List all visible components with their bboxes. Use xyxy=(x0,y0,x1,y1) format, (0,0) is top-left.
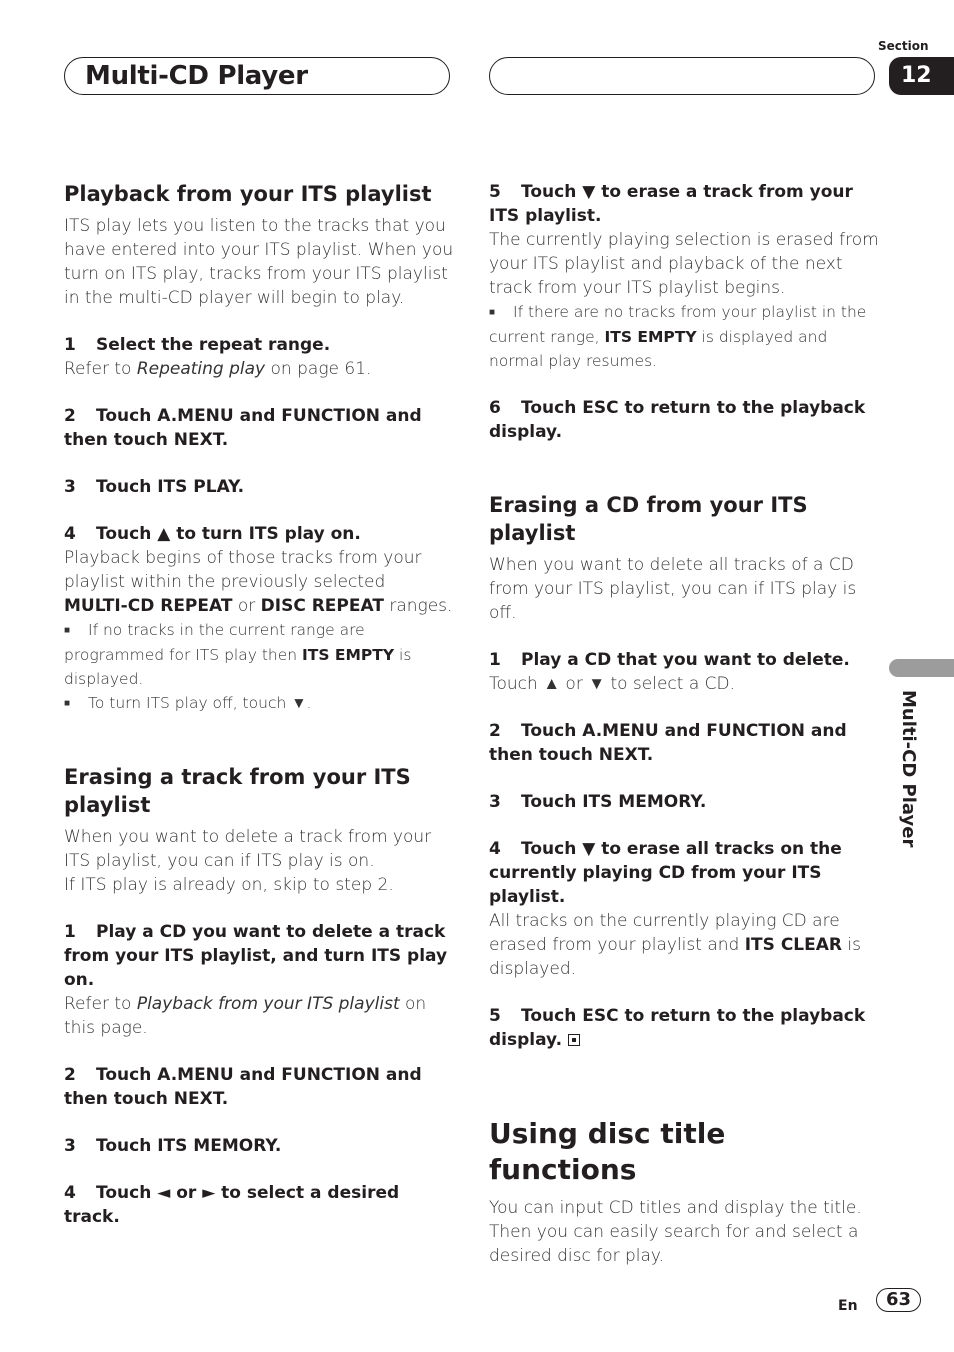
erase-step-1: 1 Play a CD you want to delete a track from your ITS playlist, and turn ITS play on. xyxy=(64,922,448,990)
heading-playback-its: Playback from your ITS playlist xyxy=(64,182,432,206)
cd-step-1: 1 Play a CD that you want to delete. xyxy=(489,650,850,670)
section-label: Section xyxy=(878,39,929,53)
step-2: 2 Touch A.MENU and FUNCTION and then touch NEXT. xyxy=(64,406,422,450)
square-bullet-icon: ■ xyxy=(64,625,71,636)
footer-language: En xyxy=(838,1298,858,1314)
cd-step-4: 4 Touch ▼ to erase all tracks on the currently playing CD from your ITS playlist. xyxy=(489,839,842,907)
step-1: 1 Select the repeat range. xyxy=(64,335,331,355)
heading-erase-cd: Erasing a CD from your ITS playlist xyxy=(489,493,808,545)
note-its-empty: ■ If no tracks in the current range are programmed for ITS play then ITS EMPTY is displayed. xyxy=(64,621,412,688)
heading-erase-track: Erasing a track from your ITS playlist xyxy=(64,765,411,817)
step-1-ref: Refer to Repeating play on page 61. xyxy=(64,359,372,379)
disc-title-intro: You can input CD titles and display the title. Then you can easily search for and select a desired disc for play. xyxy=(489,1198,862,1266)
cd-step-5: 5 Touch ESC to return to the playback display. xyxy=(489,1006,866,1050)
erase-step-2: 2 Touch A.MENU and FUNCTION and then touch NEXT. xyxy=(64,1065,422,1109)
cd-step-2: 2 Touch A.MENU and FUNCTION and then touch NEXT. xyxy=(489,721,847,765)
step-4: 4 Touch ▲ to turn ITS play on. xyxy=(64,524,361,544)
note-its-off: ■ To turn ITS play off, touch ▼. xyxy=(64,691,454,716)
erase-step-4: 4 Touch ◄ or ► to select a desired track. xyxy=(64,1183,400,1227)
playback-intro: ITS play lets you listen to the tracks that you have entered into your ITS playlist. When you turn on ITS play, tracks from your ITS playlist in the multi-CD player will begin to play. xyxy=(64,216,454,308)
cd-intro: When you want to delete all tracks of a CD from your ITS playlist, you can if ITS play is off. xyxy=(489,555,857,623)
chapter-header xyxy=(64,57,450,95)
square-bullet-icon: ■ xyxy=(489,307,496,318)
header-blank-pill xyxy=(489,57,875,95)
end-mark-icon xyxy=(568,1034,580,1046)
cd-step-3: 3 Touch ITS MEMORY. xyxy=(489,792,707,812)
left-column xyxy=(64,180,454,1229)
side-chapter-label: Multi-CD Player xyxy=(898,690,919,848)
cd-step-4-desc: All tracks on the currently playing CD are erased from your playlist and ITS CLEAR is displayed. xyxy=(489,911,861,979)
erase-intro-2: If ITS play is already on, skip to step 2. xyxy=(64,875,394,895)
erase-step-5: 5 Touch ▼ to erase a track from your ITS playlist. xyxy=(489,182,853,226)
note-no-tracks: ■ If there are no tracks from your playlist in the current range, ITS EMPTY is displayed and normal play resumes. xyxy=(489,303,867,370)
heading-disc-title: Using disc title functions xyxy=(489,1117,726,1186)
step-3: 3 Touch ITS PLAY. xyxy=(64,477,245,497)
section-number-tab: 12 xyxy=(889,57,954,95)
erase-step-6: 6 Touch ESC to return to the playback display. xyxy=(489,398,866,442)
erase-step-1-ref: Refer to Playback from your ITS playlist on this page. xyxy=(64,994,427,1038)
side-index-tab xyxy=(889,659,954,677)
erase-step-3: 3 Touch ITS MEMORY. xyxy=(64,1136,282,1156)
erase-intro-1: When you want to delete a track from your ITS playlist, you can if ITS play is on. xyxy=(64,827,432,871)
page-number: 63 xyxy=(876,1288,921,1312)
chapter-title: Multi-CD Player xyxy=(85,61,308,91)
erase-step-5-desc: The currently playing selection is erased from your ITS playlist and playback of the next track from your ITS playlist begins. xyxy=(489,230,879,298)
right-column xyxy=(489,180,879,1268)
square-bullet-icon: ■ xyxy=(64,698,71,709)
cd-step-1-desc: Touch ▲ or ▼ to select a CD. xyxy=(489,674,736,694)
step-4-desc: Playback begins of those tracks from your playlist within the previously selected MULTI-CD REPEAT or DISC REPEAT ranges. xyxy=(64,548,453,616)
